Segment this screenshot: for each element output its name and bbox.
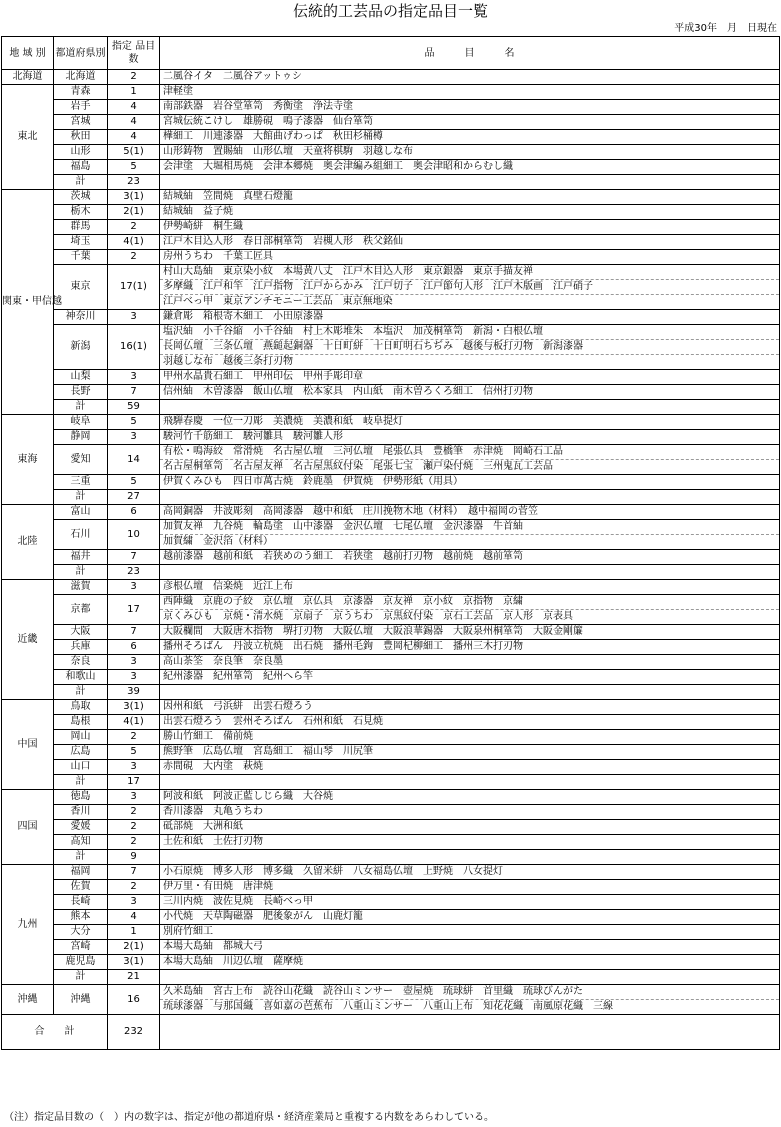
grand-total-value: 232 (108, 1015, 160, 1050)
subtotal-row (2, 565, 780, 580)
items-cell (160, 430, 780, 445)
item-line: 山形鋳物 置賜紬 山形仏壇 天童将棋駒 羽越しな布 (163, 146, 413, 157)
count-cell: 7 (108, 625, 160, 640)
count-cell: 2 (108, 805, 160, 820)
items-cell (160, 310, 780, 325)
prefecture-cell: 栃木 (54, 205, 108, 220)
count-cell: 16 (108, 985, 160, 1015)
item-line: 別府竹細工 (163, 926, 213, 937)
items-cell (160, 250, 780, 265)
prefecture-cell: 青森 (54, 85, 108, 100)
subtotal-blank (160, 685, 780, 700)
count-cell: 4 (108, 130, 160, 145)
item-line: 伊賀くみひも 四日市萬古焼 鈴鹿墨 伊賀焼 伊勢形紙（用具） (163, 476, 463, 487)
items-cell (160, 700, 780, 715)
prefecture-cell: 大分 (54, 925, 108, 940)
table-row (2, 115, 780, 130)
count-cell: 5 (108, 160, 160, 175)
items-cell (160, 760, 780, 775)
item-line: 加賀繍 金沢箔（材料） (160, 534, 779, 549)
table-row (2, 940, 780, 955)
prefecture-cell: 和歌山 (54, 670, 108, 685)
designated-items-table (1, 36, 780, 1050)
subtotal-label: 計 (54, 775, 108, 790)
prefecture-cell: 佐賀 (54, 880, 108, 895)
prefecture-cell: 福井 (54, 550, 108, 565)
subtotal-label: 計 (54, 565, 108, 580)
count-cell: 4(1) (108, 715, 160, 730)
item-line: 本場大島紬 都城大弓 (163, 941, 263, 952)
item-line: 鎌倉彫 箱根寄木細工 小田原漆器 (163, 311, 323, 322)
table-row (2, 760, 780, 775)
prefecture-cell: 東京 (54, 265, 108, 310)
count-cell: 7 (108, 385, 160, 400)
table-row (2, 235, 780, 250)
table-row (2, 310, 780, 325)
item-line: 西陣織 京鹿の子絞 京仏壇 京仏具 京漆器 京友禅 京小紋 京指物 京繍 (163, 596, 523, 607)
prefecture-cell: 沖縄 (54, 985, 108, 1015)
header-row (2, 37, 780, 70)
count-cell: 3 (108, 655, 160, 670)
items-cell (160, 880, 780, 895)
prefecture-cell: 石川 (54, 520, 108, 550)
items-cell (160, 145, 780, 160)
item-line: 宮城伝統こけし 雄勝硯 鳴子漆器 仙台箪笥 (163, 116, 373, 127)
subtotal-blank (160, 565, 780, 580)
prefecture-cell: 愛知 (54, 445, 108, 475)
prefecture-cell: 徳島 (54, 790, 108, 805)
item-line: 久米島紬 宮古上布 読谷山花織 読谷山ミンサー 壺屋焼 琉球絣 首里織 琉球びんがた (163, 986, 583, 997)
subtotal-row (2, 685, 780, 700)
items-cell (160, 670, 780, 685)
subtotal-label: 計 (54, 175, 108, 190)
count-cell: 4 (108, 100, 160, 115)
header-items: 品 目 名 (160, 37, 780, 70)
prefecture-cell: 奈良 (54, 655, 108, 670)
items-cell (160, 265, 780, 310)
items-cell (160, 580, 780, 595)
region-cell: 近畿 (2, 580, 54, 700)
item-line: 彦根仏壇 信楽焼 近江上布 (163, 581, 293, 592)
items-cell (160, 955, 780, 970)
item-line: 塩沢紬 小千谷縮 小千谷紬 村上木彫堆朱 本塩沢 加茂桐箪笥 新潟・白根仏壇 (163, 326, 543, 337)
item-line: 駿河竹千筋細工 駿河雛具 駿河雛人形 (163, 431, 343, 442)
region-cell: 北陸 (2, 505, 54, 580)
table-row (2, 670, 780, 685)
subtotal-row (2, 970, 780, 985)
prefecture-cell: 秋田 (54, 130, 108, 145)
table-row (2, 325, 780, 370)
item-line: 二風谷イタ 二風谷アットゥシ (163, 71, 303, 82)
items-cell (160, 205, 780, 220)
item-line: 加賀友禅 九谷焼 輪島塗 山中漆器 金沢仏壇 七尾仏壇 金沢漆器 牛首紬 (163, 521, 523, 532)
table-row (2, 145, 780, 160)
count-cell: 1 (108, 925, 160, 940)
grand-total-label: 合 計 (2, 1015, 108, 1050)
item-line: 赤間硯 大内塗 萩焼 (163, 761, 263, 772)
item-line: 南部鉄器 岩谷堂箪笥 秀衡塗 浄法寺塗 (163, 101, 353, 112)
table-row (2, 730, 780, 745)
prefecture-cell: 滋賀 (54, 580, 108, 595)
count-cell: 3(1) (108, 700, 160, 715)
subtotal-row (2, 400, 780, 415)
item-line: 江戸木目込人形 春日部桐箪笥 岩槻人形 秩父銘仙 (163, 236, 403, 247)
subtotal-label: 計 (54, 685, 108, 700)
count-cell: 6 (108, 640, 160, 655)
item-line: 羽越しな布 越後三条打刃物 (160, 354, 779, 369)
prefecture-cell: 広島 (54, 745, 108, 760)
prefecture-cell: 兵庫 (54, 640, 108, 655)
table-row (2, 625, 780, 640)
subtotal-label: 計 (54, 970, 108, 985)
count-cell: 14 (108, 445, 160, 475)
header-prefecture: 都道府県別 (54, 37, 108, 70)
count-cell: 3(1) (108, 955, 160, 970)
table-row (2, 835, 780, 850)
table-row (2, 655, 780, 670)
prefecture-cell: 新潟 (54, 325, 108, 370)
table-row (2, 520, 780, 550)
table-row (2, 475, 780, 490)
items-cell (160, 520, 780, 550)
count-cell: 5(1) (108, 145, 160, 160)
items-cell (160, 865, 780, 880)
table-row (2, 250, 780, 265)
items-cell (160, 805, 780, 820)
subtotal-row (2, 775, 780, 790)
item-line: 出雲石燈ろう 雲州そろばん 石州和紙 石見焼 (163, 716, 383, 727)
prefecture-cell: 長野 (54, 385, 108, 400)
region-cell: 九州 (2, 865, 54, 985)
table-row (2, 955, 780, 970)
subtotal-row (2, 490, 780, 505)
item-line: 津軽塗 (163, 86, 193, 97)
subtotal-value: 39 (108, 685, 160, 700)
table-row (2, 925, 780, 940)
count-cell: 2 (108, 70, 160, 85)
region-cell: 中国 (2, 700, 54, 790)
prefecture-cell: 岩手 (54, 100, 108, 115)
items-cell (160, 190, 780, 205)
prefecture-cell: 京都 (54, 595, 108, 625)
items-cell (160, 625, 780, 640)
count-cell: 7 (108, 865, 160, 880)
item-line: 因州和紙 弓浜絣 出雲石燈ろう (163, 701, 313, 712)
item-line: 越前漆器 越前和紙 若狭めのう細工 若狭塗 越前打刃物 越前焼 越前箪笥 (163, 551, 523, 562)
subtotal-value: 27 (108, 490, 160, 505)
count-cell: 3 (108, 430, 160, 445)
items-cell (160, 790, 780, 805)
count-cell: 2(1) (108, 940, 160, 955)
items-cell (160, 985, 780, 1015)
count-cell: 2(1) (108, 205, 160, 220)
count-cell: 5 (108, 415, 160, 430)
prefecture-cell: 山口 (54, 760, 108, 775)
item-line: 信州紬 木曽漆器 飯山仏壇 松本家具 内山紙 南木曽ろくろ細工 信州打刃物 (163, 386, 533, 397)
count-cell: 3 (108, 670, 160, 685)
items-cell (160, 595, 780, 625)
item-line: 勝山竹細工 備前焼 (163, 731, 253, 742)
subtotal-value: 21 (108, 970, 160, 985)
item-line: 多摩織 江戸和竿 江戸指物 江戸からかみ 江戸切子 江戸節句人形 江戸木版画 江戸硝子 (160, 279, 779, 294)
prefecture-cell: 北海道 (54, 70, 108, 85)
prefecture-cell: 山梨 (54, 370, 108, 385)
region-cell: 沖縄 (2, 985, 54, 1015)
item-line: 結城紬 益子焼 (163, 206, 233, 217)
count-cell: 5 (108, 475, 160, 490)
prefecture-cell: 三重 (54, 475, 108, 490)
item-line: 京くみひも 京焼・清水焼 京扇子 京うちわ 京黒紋付染 京石工芸品 京人形 京表具 (160, 609, 779, 624)
table-row (2, 820, 780, 835)
count-cell: 16(1) (108, 325, 160, 370)
table-row (2, 880, 780, 895)
item-line: 会津塗 大堀相馬焼 会津本郷焼 奥会津編み組細工 奥会津昭和からむし織 (163, 161, 513, 172)
table-row (2, 190, 780, 205)
item-line: 有松・鳴海絞 常滑焼 名古屋仏壇 三河仏壇 尾張仏具 豊橋筆 赤津焼 岡崎石工品 (163, 446, 563, 457)
prefecture-cell: 宮城 (54, 115, 108, 130)
table-row (2, 700, 780, 715)
table-row (2, 430, 780, 445)
items-cell (160, 910, 780, 925)
count-cell: 7 (108, 550, 160, 565)
items-cell (160, 100, 780, 115)
region-cell: 東北 (2, 85, 54, 190)
items-cell (160, 385, 780, 400)
subtotal-row (2, 175, 780, 190)
subtotal-value: 17 (108, 775, 160, 790)
item-line: 房州うちわ 千葉工匠具 (163, 251, 273, 262)
item-line: 高岡銅器 井波彫刻 高岡漆器 越中和紙 庄川挽物木地（材料） 越中福岡の菅笠 (163, 506, 538, 517)
prefecture-cell: 神奈川 (54, 310, 108, 325)
item-line: 飛騨春慶 一位一刀彫 美濃焼 美濃和紙 岐阜提灯 (163, 416, 403, 427)
count-cell: 3 (108, 580, 160, 595)
prefecture-cell: 高知 (54, 835, 108, 850)
region-cell: 北海道 (2, 70, 54, 85)
prefecture-cell: 熊本 (54, 910, 108, 925)
items-cell (160, 820, 780, 835)
item-line: 小石原焼 博多人形 博多織 久留米絣 八女福島仏壇 上野焼 八女提灯 (163, 866, 503, 877)
item-line: 播州そろばん 丹波立杭焼 出石焼 播州毛鉤 豊岡杞柳細工 播州三木打刃物 (163, 641, 523, 652)
item-line: 香川漆器 丸亀うちわ (163, 806, 263, 817)
table-row (2, 85, 780, 100)
subtotal-blank (160, 850, 780, 865)
item-line: 三川内焼 波佐見焼 長崎べっ甲 (163, 896, 313, 907)
items-cell (160, 730, 780, 745)
items-cell (160, 325, 780, 370)
count-cell: 1 (108, 85, 160, 100)
prefecture-cell: 富山 (54, 505, 108, 520)
footnote: （注）指定品目数の（ ）内の数字は、指定が他の都道府県・経済産業局と重複する内数をあらわしている。 (4, 1112, 494, 1123)
table-row (2, 130, 780, 145)
table-row (2, 895, 780, 910)
table-row (2, 745, 780, 760)
item-line: 名古屋桐箪笥 名古屋友禅 名古屋黒紋付染 尾張七宝 瀬戸染付焼 三州鬼瓦工芸品 (160, 459, 779, 474)
prefecture-cell: 宮崎 (54, 940, 108, 955)
items-cell (160, 505, 780, 520)
count-cell: 4 (108, 910, 160, 925)
page-title: 伝統的工芸品の指定品目一覧 (292, 2, 488, 20)
table-row (2, 160, 780, 175)
region-cell: 東海 (2, 415, 54, 505)
item-line: 小代焼 天草陶磁器 肥後象がん 山鹿灯籠 (163, 911, 363, 922)
prefecture-cell: 福島 (54, 160, 108, 175)
count-cell: 5 (108, 745, 160, 760)
prefecture-cell: 愛媛 (54, 820, 108, 835)
subtotal-blank (160, 400, 780, 415)
item-line: 結城紬 笠間焼 真壁石燈籠 (163, 191, 293, 202)
table-row (2, 550, 780, 565)
region-cell: 関東・甲信越 (2, 190, 54, 415)
table-row (2, 100, 780, 115)
count-cell: 3 (108, 790, 160, 805)
subtotal-label: 計 (54, 850, 108, 865)
item-line: 本場大島紬 川辺仏壇 薩摩焼 (163, 956, 303, 967)
table-row (2, 265, 780, 310)
table-row (2, 415, 780, 430)
item-line: 琉球漆器 与那国織 喜如嘉の芭蕉布 八重山ミンサー 八重山上布 知花花織 南風原花織 三線 (160, 999, 779, 1014)
items-cell (160, 415, 780, 430)
count-cell: 3 (108, 310, 160, 325)
count-cell: 4 (108, 115, 160, 130)
count-cell: 2 (108, 220, 160, 235)
grand-total-blank (160, 1015, 780, 1050)
table-row (2, 640, 780, 655)
item-line: 高山茶筌 奈良筆 奈良墨 (163, 656, 283, 667)
item-line: 長岡仏壇 三条仏壇 燕鎚起銅器 十日町絣 十日町明石ちぢみ 越後与板打刃物 新潟漆器 (160, 339, 779, 354)
subtotal-label: 計 (54, 400, 108, 415)
item-line: 砥部焼 大洲和紙 (163, 821, 243, 832)
prefecture-cell: 島根 (54, 715, 108, 730)
region-cell: 四国 (2, 790, 54, 865)
prefecture-cell: 岡山 (54, 730, 108, 745)
prefecture-cell: 埼玉 (54, 235, 108, 250)
item-line: 阿波和紙 阿波正藍しじら織 大谷焼 (163, 791, 333, 802)
table-row (2, 715, 780, 730)
items-cell (160, 220, 780, 235)
prefecture-cell: 大阪 (54, 625, 108, 640)
items-cell (160, 745, 780, 760)
subtotal-label: 計 (54, 490, 108, 505)
table-row (2, 910, 780, 925)
items-cell (160, 85, 780, 100)
table-row (2, 220, 780, 235)
items-cell (160, 370, 780, 385)
count-cell: 10 (108, 520, 160, 550)
table-row (2, 505, 780, 520)
header-count: 指定 品目 数 (108, 37, 160, 70)
table-row (2, 445, 780, 475)
items-cell (160, 925, 780, 940)
item-line: 熊野筆 広島仏壇 宮島細工 福山琴 川尻筆 (163, 746, 373, 757)
prefecture-cell: 茨城 (54, 190, 108, 205)
as-of-date: 平成30年 月 日現在 (674, 23, 777, 34)
grand-total-row (2, 1015, 780, 1050)
prefecture-cell: 岐阜 (54, 415, 108, 430)
subtotal-blank (160, 970, 780, 985)
items-cell (160, 895, 780, 910)
item-line: 土佐和紙 土佐打刃物 (163, 836, 263, 847)
table-row (2, 70, 780, 85)
count-cell: 3 (108, 370, 160, 385)
items-cell (160, 835, 780, 850)
prefecture-cell: 鳥取 (54, 700, 108, 715)
count-cell: 4(1) (108, 235, 160, 250)
table-row (2, 580, 780, 595)
table-row (2, 865, 780, 880)
item-line: 樺細工 川連漆器 大館曲げわっぱ 秋田杉桶樽 (163, 131, 383, 142)
table-row (2, 385, 780, 400)
item-line: 大阪欄間 大阪唐木指物 堺打刃物 大阪仏壇 大阪浪華錫器 大阪泉州桐箪笥 大阪金剛簾 (163, 626, 583, 637)
count-cell: 3 (108, 895, 160, 910)
item-line: 伊勢崎絣 桐生織 (163, 221, 243, 232)
count-cell: 2 (108, 730, 160, 745)
items-cell (160, 70, 780, 85)
prefecture-cell: 千葉 (54, 250, 108, 265)
items-cell (160, 715, 780, 730)
header-region: 地 域 別 (2, 37, 54, 70)
count-cell: 17 (108, 595, 160, 625)
items-cell (160, 130, 780, 145)
count-cell: 3(1) (108, 190, 160, 205)
subtotal-blank (160, 175, 780, 190)
prefecture-cell: 香川 (54, 805, 108, 820)
items-cell (160, 445, 780, 475)
item-line: 甲州水晶貴石細工 甲州印伝 甲州手彫印章 (163, 371, 363, 382)
subtotal-value: 59 (108, 400, 160, 415)
subtotal-blank (160, 490, 780, 505)
count-cell: 2 (108, 820, 160, 835)
table-row (2, 985, 780, 1015)
items-cell (160, 550, 780, 565)
items-cell (160, 475, 780, 490)
prefecture-cell: 群馬 (54, 220, 108, 235)
prefecture-cell: 山形 (54, 145, 108, 160)
items-cell (160, 940, 780, 955)
table-row (2, 205, 780, 220)
item-line: 紀州漆器 紀州箪笥 紀州へら竿 (163, 671, 313, 682)
item-line: 伊万里・有田焼 唐津焼 (163, 881, 273, 892)
subtotal-value: 9 (108, 850, 160, 865)
prefecture-cell: 静岡 (54, 430, 108, 445)
table-row (2, 805, 780, 820)
count-cell: 2 (108, 250, 160, 265)
items-cell (160, 235, 780, 250)
count-cell: 6 (108, 505, 160, 520)
items-cell (160, 655, 780, 670)
prefecture-cell: 福岡 (54, 865, 108, 880)
items-cell (160, 115, 780, 130)
subtotal-value: 23 (108, 565, 160, 580)
subtotal-row (2, 850, 780, 865)
count-cell: 2 (108, 835, 160, 850)
table-row (2, 595, 780, 625)
prefecture-cell: 長崎 (54, 895, 108, 910)
item-line: 江戸べっ甲 東京アンチモニー工芸品 東京無地染 (160, 294, 779, 309)
table-row (2, 790, 780, 805)
count-cell: 17(1) (108, 265, 160, 310)
subtotal-blank (160, 775, 780, 790)
count-cell: 3 (108, 760, 160, 775)
subtotal-value: 23 (108, 175, 160, 190)
prefecture-cell: 鹿児島 (54, 955, 108, 970)
item-line: 村山大島紬 東京染小紋 本場黄八丈 江戸木目込人形 東京銀器 東京手描友禅 (163, 266, 533, 277)
items-cell (160, 640, 780, 655)
items-cell (160, 160, 780, 175)
table-row (2, 370, 780, 385)
count-cell: 2 (108, 880, 160, 895)
